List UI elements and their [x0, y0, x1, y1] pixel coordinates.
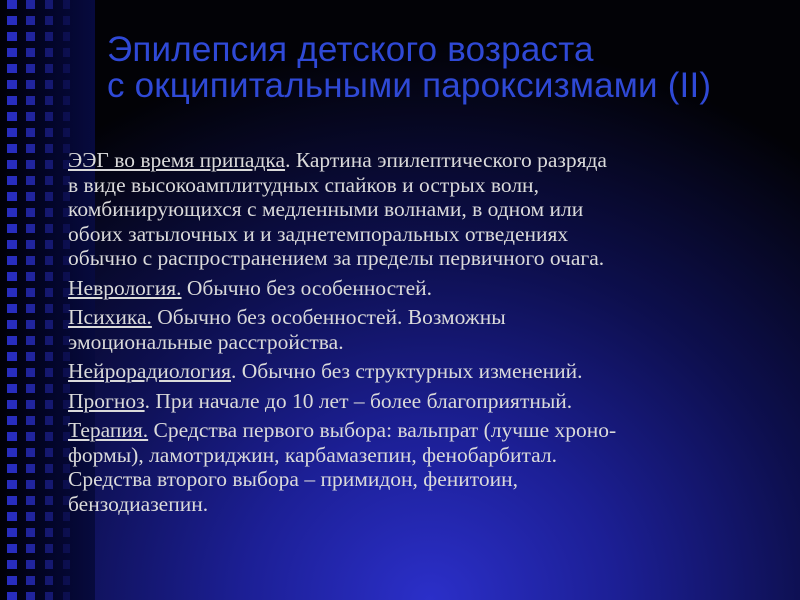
term-label: Неврология. — [68, 275, 182, 300]
decorative-squares-column — [45, 0, 53, 600]
slide-body — [68, 148, 778, 521]
text-line: обоих затылочных и и заднетемпоральных отведениях — [68, 221, 569, 246]
term-label: Нейрорадиология — [68, 359, 231, 383]
text-line — [68, 389, 778, 414]
paragraph-psyche — [68, 305, 778, 354]
text-line — [68, 148, 778, 173]
text-line — [68, 305, 778, 330]
text-span: . При начале до 10 лет – более благоприятный. — [144, 388, 573, 413]
paragraph-therapy — [68, 418, 778, 516]
text-line: Средства второго выбора – примидон, фенитоин, — [68, 467, 519, 491]
text-span: Обычно без особенностей. — [181, 275, 433, 300]
text-line: в виде высокоамплитудных спайков и острых волн, — [68, 172, 539, 197]
text-span: Средства первого выбора: вальпрат (лучше хроно- — [148, 418, 617, 442]
paragraph-eeg — [68, 148, 778, 271]
decorative-squares-column — [26, 0, 35, 600]
text-line — [68, 359, 778, 384]
term-label: Прогноз — [68, 388, 145, 413]
slide-title-line: Эпилепсия детского возраста — [107, 30, 594, 69]
text-line: комбинирующихся с медленными волнами, в одном или — [68, 197, 584, 221]
text-line: бензодиазепин. — [68, 491, 209, 516]
term-label: Психика. — [68, 305, 152, 329]
text-span: . Обычно без структурных изменений. — [230, 359, 583, 383]
paragraph-neurology — [68, 276, 778, 301]
slide-title — [107, 32, 787, 104]
term-label: Терапия. — [68, 418, 149, 442]
text-line: формы), ламотриджин, карбамазепин, фенобарбитал. — [68, 442, 557, 467]
text-span: Обычно без особенностей. Возможны — [151, 305, 506, 329]
paragraph-prognosis — [68, 389, 778, 414]
term-label: ЭЭГ во время припадка — [68, 148, 286, 172]
text-line: обычно с распространением за пределы первичного очага. — [68, 246, 605, 270]
paragraph-neuroradiology — [68, 359, 778, 384]
text-line: эмоциональные расстройства. — [68, 329, 344, 354]
decorative-squares-column — [7, 0, 17, 600]
slide-title-line: с окципитальными пароксизмами (II) — [107, 66, 712, 105]
text-line — [68, 276, 778, 301]
text-line — [68, 418, 778, 443]
text-span: . Картина эпилептического разряда — [285, 148, 607, 172]
